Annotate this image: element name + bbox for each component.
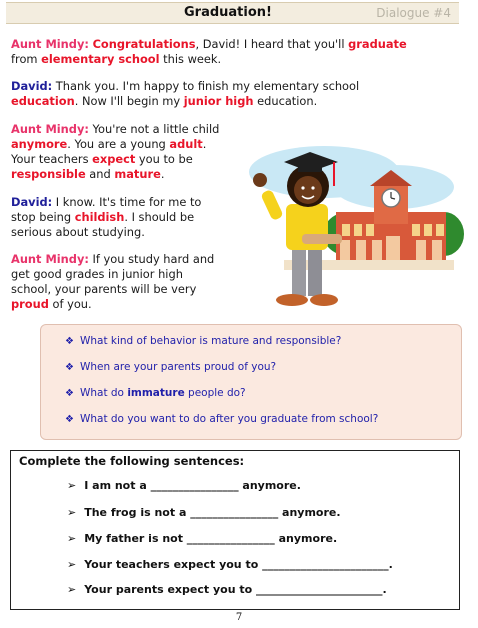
speaker-aunt-mindy: Aunt Mindy:	[11, 122, 89, 136]
diamond-bullet-icon: ❖	[65, 388, 74, 399]
discussion-questions-box	[40, 324, 462, 440]
dialogue-text: school, your parents will be very	[11, 282, 197, 296]
sentence-text: I am not a ________________ anymore.	[84, 479, 301, 492]
dialogue-text: this week.	[159, 52, 222, 66]
page-number: 7	[235, 612, 243, 623]
vocab-word: junior high	[183, 94, 254, 108]
exercise-sentence	[67, 479, 301, 492]
sentence-text: The frog is not a ________________ anymore.	[84, 506, 341, 519]
arrow-bullet-icon: ➢	[67, 558, 77, 571]
dialogue-line-5	[11, 252, 251, 312]
vocab-word: expect	[92, 152, 136, 166]
dialogue-line-2	[11, 79, 461, 109]
question-text: people do?	[184, 387, 246, 399]
lesson-title: Graduation!	[184, 5, 272, 20]
boy-shoe	[310, 294, 338, 306]
dialogue-text: stop being	[11, 210, 75, 224]
diamond-bullet-icon: ❖	[65, 362, 74, 373]
exercise-sentence	[67, 532, 337, 545]
dialogue-text: . Now I'll begin my	[74, 94, 184, 108]
dialogue-text: You're not a little child	[88, 122, 220, 136]
diploma-icon	[302, 234, 342, 244]
school-door	[386, 236, 400, 262]
sentence-text: Your parents expect you to _______________________.	[84, 583, 387, 596]
dialogue-text: serious about studying.	[11, 225, 145, 239]
dialogue-text: from	[11, 52, 42, 66]
sentence-text: My father is not ________________ anymore.	[84, 532, 338, 545]
question-text: What do you want to do after you graduate from school?	[79, 413, 379, 425]
boy-leg	[292, 246, 306, 296]
dialogue-text: and	[85, 167, 115, 181]
question-text: What kind of behavior is mature and responsible?	[79, 335, 342, 347]
dialogue-text: .	[160, 167, 165, 181]
dialogue-text: . I should be	[124, 210, 195, 224]
dialogue-text: . You are a young	[67, 137, 170, 151]
exercise-sentence	[67, 583, 387, 596]
arrow-bullet-icon: ➢	[67, 506, 77, 519]
complete-sentences-box	[10, 450, 460, 610]
vocab-word: elementary school	[41, 52, 160, 66]
vocab-word: childish	[74, 210, 125, 224]
exercise-title: Complete the following sentences:	[19, 454, 245, 468]
vocab-word: Congratulations	[92, 37, 196, 51]
dialogue-text: .	[202, 137, 207, 151]
dialogue-text: If you study hard and	[88, 252, 215, 266]
dialogue-number: Dialogue #4	[376, 6, 451, 20]
question-item	[65, 413, 378, 425]
boy-leg	[308, 246, 322, 296]
dialogue-text: of you.	[48, 297, 92, 311]
vocab-word: education	[11, 94, 75, 108]
dialogue-text: , David! I heard that you'll	[195, 37, 349, 51]
vocab-word: mature	[114, 167, 161, 181]
sentence-text: Your teachers expect you to _______________________.	[84, 558, 393, 571]
vocab-word: graduate	[348, 37, 407, 51]
diamond-bullet-icon: ❖	[65, 414, 74, 425]
question-item	[65, 361, 276, 373]
speaker-david: David:	[11, 79, 53, 93]
boy-shoe	[276, 294, 308, 306]
vocab-word: adult	[169, 137, 203, 151]
dialogue-text: Thank you. I'm happy to finish my elementary school	[52, 79, 360, 93]
dialogue-text: Your teachers	[11, 152, 93, 166]
speaker-aunt-mindy: Aunt Mindy:	[11, 252, 89, 266]
dialogue-text: get good grades in junior high	[11, 267, 183, 281]
dialogue-header-bar	[6, 2, 459, 24]
boy-face	[294, 176, 322, 204]
vocab-word: responsible	[11, 167, 86, 181]
dialogue-line-1	[11, 37, 461, 67]
dialogue-line-3	[11, 122, 251, 182]
boy-hand-waving	[253, 173, 267, 187]
dialogue-text: you to be	[135, 152, 193, 166]
dialogue-text: education.	[253, 94, 318, 108]
question-text: When are your parents proud of you?	[79, 361, 277, 373]
question-item	[65, 387, 246, 399]
dialogue-line-4	[11, 195, 251, 240]
question-text: What do	[79, 387, 128, 399]
exercise-sentence	[67, 558, 393, 571]
question-item	[65, 335, 341, 347]
diamond-bullet-icon: ❖	[65, 336, 74, 347]
dialogue-text: I know. It's time for me to	[52, 195, 202, 209]
boy-arm	[260, 189, 284, 221]
speaker-david: David:	[11, 195, 53, 209]
arrow-bullet-icon: ➢	[67, 532, 77, 545]
question-keyword: immature	[127, 387, 185, 399]
graduation-illustration	[244, 142, 464, 312]
arrow-bullet-icon: ➢	[67, 583, 77, 596]
vocab-word: proud	[11, 297, 49, 311]
speaker-aunt-mindy: Aunt Mindy:	[11, 37, 89, 51]
vocab-word: anymore	[11, 137, 68, 151]
exercise-sentence	[67, 506, 341, 519]
arrow-bullet-icon: ➢	[67, 479, 77, 492]
